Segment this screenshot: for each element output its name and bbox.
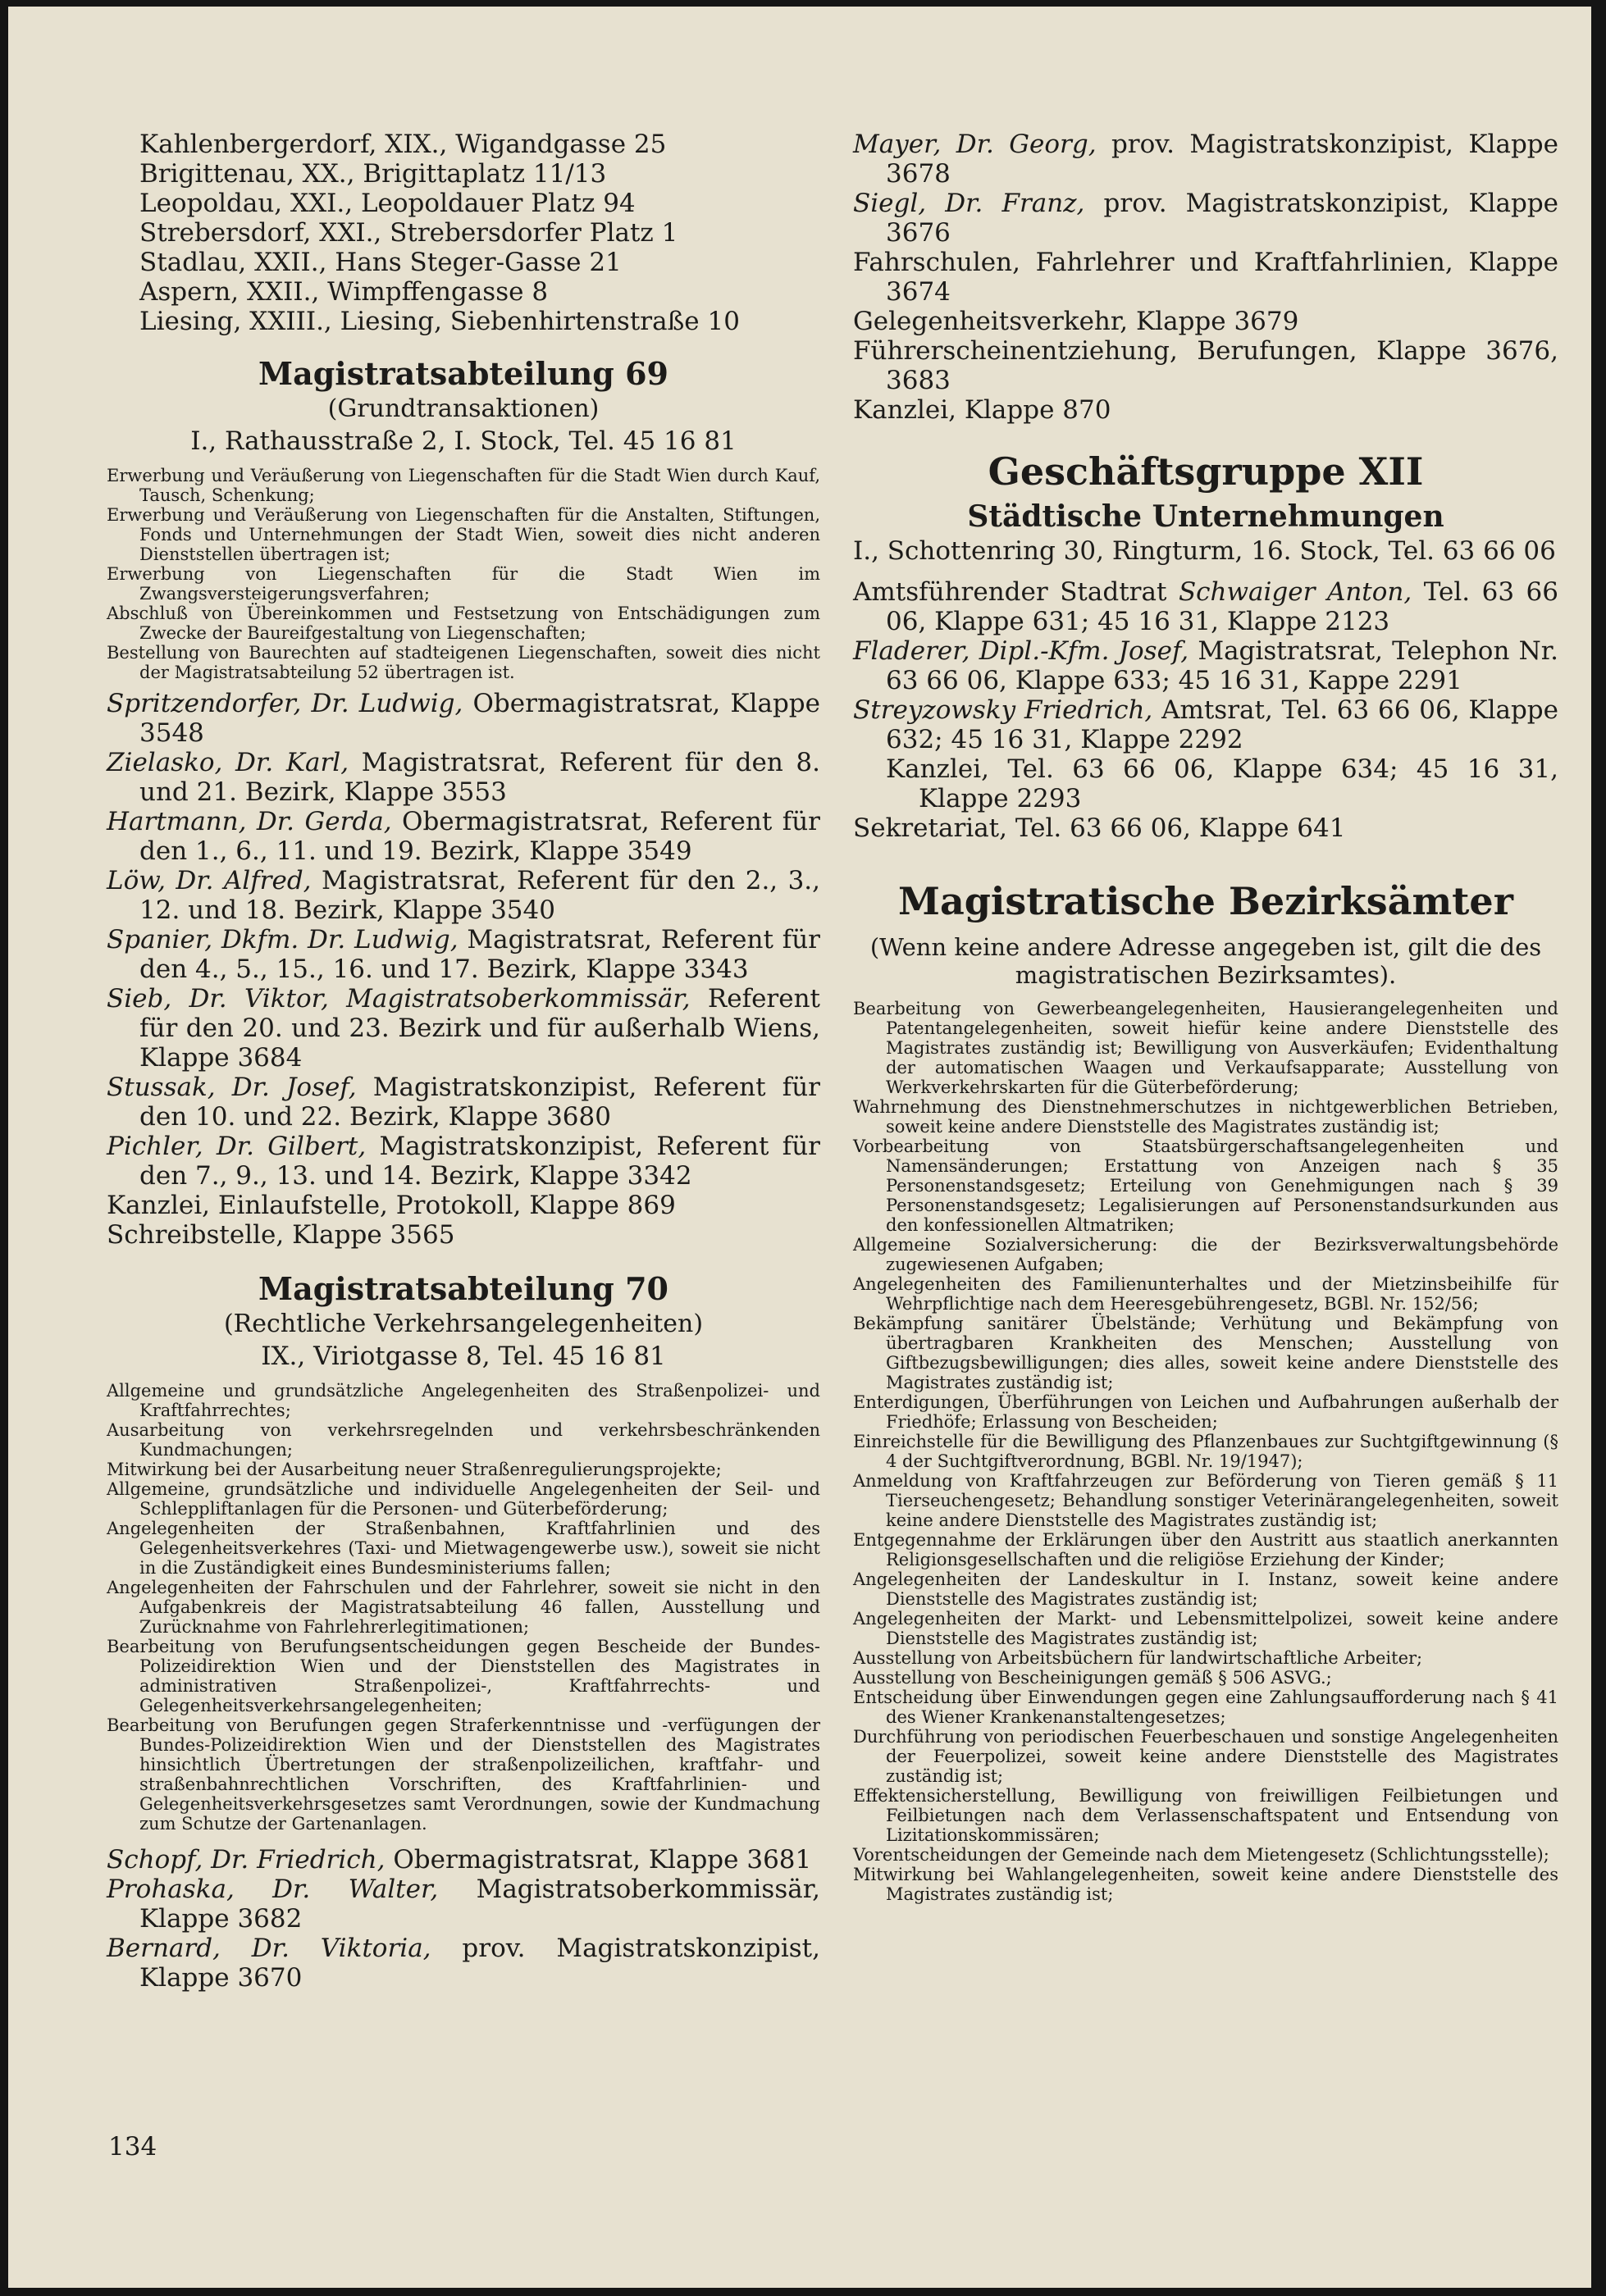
staff-entry [107, 866, 820, 925]
stadtrat-entry [853, 577, 1558, 636]
list-item: Brigittenau, XX., Brigittaplatz 11/13 [139, 159, 607, 189]
duty-item: Allgemeine, grundsätzliche und individuelle Angelegenheiten der Seil- und Schleppliftanlagen für die Personen- und Güterbeförderung; [107, 1479, 820, 1519]
duty-item: Mitwirkung bei Wahlangelegenheiten, soweit keine andere Dienststelle des Magistrates zuständig ist; [853, 1865, 1558, 1904]
staff-entry [107, 925, 820, 984]
ma70-subtitle: (Rechtliche Verkehrsangelegenheiten) [223, 1310, 704, 1338]
staff-name: Sieb, Dr. Viktor, Magistratsoberkommissär, [107, 984, 691, 1014]
staff-entry [107, 984, 820, 1073]
staff-name: Prohaska, Dr. Walter, [107, 1875, 439, 1904]
staff-name: Stussak, Dr. Josef, [107, 1073, 357, 1102]
list-item: Aspern, XXII., Wimpffengasse 8 [139, 277, 549, 307]
bezirksaemter-duties [853, 999, 1558, 1904]
staff-entry [853, 189, 1558, 248]
ma70-staff [107, 1845, 820, 1993]
staff-name: Zielasko, Dr. Karl, [107, 748, 349, 777]
staff-details: Obermagistratsrat, Klappe 3548 [139, 689, 820, 748]
duty-item: Abschluß von Übereinkommen und Festsetzung von Entschädigungen zum Zwecke der Baureifgestaltung von Liegenschaften; [107, 604, 820, 643]
gg12-subtitle: Städtische Unternehmungen [967, 499, 1444, 534]
duty-item: Bearbeitung von Gewerbeangelegenheiten, Hausierangelegenheiten und Patentangelegenheiten, soweit hiefür keine andere Dienststelle des Magistrates zuständig ist; Bewilligung von Ausverkäufen; Evidenthaltung der automatischen Waagen und Verkaufsapparate; Ausstellung von Werkverkehrskarten für die Güterbeförderung; [853, 999, 1558, 1097]
list-item: Liesing, XXIII., Liesing, Siebenhirtenstraße 10 [139, 307, 740, 336]
ma70-address: IX., Viriotgasse 8, Tel. 45 16 81 [261, 1342, 666, 1371]
staff-details: Magistratsrat, Referent für den 8. und 21. Bezirk, Klappe 3553 [139, 748, 821, 807]
staff-details: Referent für den 20. und 23. Bezirk und für außerhalb Wiens, Klappe 3684 [139, 984, 820, 1073]
staff-details: Tel. 63 66 06, Klappe 631; 45 16 31, Klappe 2123 [886, 577, 1559, 636]
staff-entry [853, 636, 1558, 695]
bezirksaemter-note: (Wenn keine andere Adresse angegeben ist, gilt die des magistratischen Bezirksamtes). [869, 933, 1542, 989]
duty-item: Einreichstelle für die Bewilligung des Pflanzenbaues zur Suchtgiftgewinnung (§ 4 der Suchtgiftverordnung, BGBl. Nr. 19/1947); [853, 1432, 1558, 1471]
ma70-duties [107, 1381, 820, 1834]
sekretariat-entry: Sekretariat, Tel. 63 66 06, Klappe 641 [853, 813, 1346, 843]
duty-item: Angelegenheiten der Fahrschulen und der Fahrlehrer, soweit sie nicht in den Aufgabenkreis der Magistratsabteilung 46 fallen, Ausstellung und Zurücknahme von Fahrlehrerlegitimationen; [107, 1578, 820, 1637]
duty-item: Durchführung von periodischen Feuerbeschauen und sonstige Angelegenheiten der Feuerpolizei, soweit keine andere Dienststelle des Magistrates zuständig ist; [853, 1727, 1558, 1786]
staff-name: Schwaiger Anton, [1178, 577, 1412, 607]
duty-item: Ausarbeitung von verkehrsregelnden und verkehrsbeschränkenden Kundmachungen; [107, 1420, 820, 1460]
duty-item: Enterdigungen, Überführungen von Leichen und Aufbahrungen außerhalb der Friedhöfe; Erlassung von Bescheiden; [853, 1392, 1558, 1432]
duty-item: Entgegennahme der Erklärungen über den Austritt aus staatlich anerkannten Religionsgesellschaften und die religiöse Erziehung der Kinder; [853, 1530, 1558, 1569]
staff-entry [107, 1934, 820, 1993]
ma69-duties [107, 466, 820, 682]
gg12-address: I., Schottenring 30, Ringturm, 16. Stock, Tel. 63 66 06 [853, 536, 1556, 566]
staff-entry [853, 130, 1558, 189]
kanzlei-entry: Kanzlei, Tel. 63 66 06, Klappe 634; 45 16 31, Klappe 2293 [886, 754, 1558, 813]
left-column [107, 130, 820, 1993]
staff-details: Obermagistratsrat, Klappe 3681 [385, 1845, 812, 1875]
staff-details: prov. Magistratskonzipist, Klappe 3678 [886, 130, 1558, 189]
district-offices-list [107, 130, 820, 336]
ma69-heading: Magistratsabteilung 69 [258, 355, 668, 392]
staff-entry [107, 689, 820, 748]
gg12-staff [853, 577, 1558, 843]
staff-name: Hartmann, Dr. Gerda, [107, 807, 392, 836]
duty-item: Vorentscheidungen der Gemeinde nach dem Mietengesetz (Schlichtungsstelle); [853, 1845, 1549, 1865]
list-item: Kahlenbergerdorf, XIX., Wigandgasse 25 [139, 130, 667, 159]
ma70-continued [853, 130, 1558, 425]
staff-entry [107, 1132, 820, 1191]
staff-entry [107, 807, 820, 866]
duty-item: Effektensicherstellung, Bewilligung von freiwilligen Feilbietungen und Feilbietungen nach dem Verlassenschaftspatent und Entsendung von Lizitationskommissären; [853, 1786, 1558, 1845]
duty-item: Erwerbung und Veräußerung von Liegenschaften für die Anstalten, Stiftungen, Fonds und Unternehmungen der Stadt Wien, soweit dies nicht anderen Dienststellen übertragen ist; [107, 505, 820, 564]
duty-item: Angelegenheiten des Familienunterhaltes und der Mietzinsbeihilfe für Wehrpflichtige nach dem Heeresgebührengesetz, BGBl. Nr. 152/56; [853, 1274, 1558, 1314]
staff-details: Magistratsrat, Telephon Nr. 63 66 06, Klappe 633; 45 16 31, Kappe 2291 [886, 636, 1558, 695]
page-number: 134 [108, 2132, 157, 2162]
duty-item: Angelegenheiten der Markt- und Lebensmittelpolizei, soweit keine andere Dienststelle des Magistrates zuständig ist; [853, 1609, 1558, 1648]
ma69-subtitle: (Grundtransaktionen) [327, 394, 600, 423]
duty-item: Mitwirkung bei der Ausarbeitung neuer Straßenregulierungsprojekte; [107, 1460, 722, 1479]
staff-details: Obermagistratsrat, Referent für den 1., 6., 11. und 19. Bezirk, Klappe 3549 [139, 807, 820, 866]
staff-name: Spanier, Dkfm. Dr. Ludwig, [107, 925, 459, 954]
schreibstelle-entry: Schreibstelle, Klappe 3565 [107, 1220, 455, 1250]
duty-item: Erwerbung von Liegenschaften für die Stadt Wien im Zwangsversteigerungsverfahren; [107, 564, 820, 604]
staff-details: Amtsrat, Tel. 63 66 06, Klappe 632; 45 16 31, Klappe 2292 [886, 695, 1558, 754]
staff-details: prov. Magistratskonzipist, Klappe 3670 [139, 1934, 820, 1993]
staff-name: Mayer, Dr. Georg, [853, 130, 1097, 159]
right-column [853, 130, 1558, 1904]
duty-item: Bearbeitung von Berufungen gegen Straferkenntnisse und -verfügungen der Bundes-Polizeidirektion Wien und der Dienststellen des Magistrates hinsichtlich Übertretungen der straßenpolizeilichen, kraftfahr- und straßenbahnrechtlichen Vorschriften, des Kraftfahrlinien- und Gelegenheitsverkehrsgesetzes samt Verordnungen, sowie der Kundmachung zum Schutze der Gartenanlagen. [107, 1715, 820, 1834]
staff-details: Magistratsrat, Referent für den 2., 3., 12. und 18. Bezirk, Klappe 3540 [139, 866, 820, 925]
duty-item: Allgemeine Sozialversicherung: die der Bezirksverwaltungsbehörde zugewiesenen Aufgaben; [853, 1235, 1558, 1274]
kanzlei-entry: Kanzlei, Einlaufstelle, Protokoll, Klappe 869 [107, 1191, 676, 1220]
duty-item: Erwerbung und Veräußerung von Liegenschaften für die Stadt Wien durch Kauf, Tausch, Schenkung; [107, 466, 820, 505]
duty-item: Anmeldung von Kraftfahrzeugen zur Beförderung von Tieren gemäß § 11 Tierseuchengesetz; Behandlung sonstiger Veterinärangelegenheiten, soweit keine andere Dienststelle des Magistrates zuständig ist; [853, 1471, 1558, 1530]
gg12-heading: Geschäftsgruppe XII [988, 449, 1424, 494]
duty-item: Vorbearbeitung von Staatsbürgerschaftsangelegenheiten und Namensänderungen; Erstattung von Anzeigen nach § 35 Personenstandsgesetz; Erteilung von Genehmigungen nach § 39 Personenstandsgesetz; Legalisierungen auf Personenstandsurkunden aus den konfessionellen Altmatriken; [853, 1137, 1558, 1235]
ma70-heading: Magistratsabteilung 70 [258, 1270, 668, 1307]
staff-entry [853, 695, 1558, 754]
stadtrat-prefix: Amtsführender Stadtrat [853, 577, 1179, 607]
staff-name: Spritzendorfer, Dr. Ludwig, [107, 689, 463, 718]
staff-entry [107, 748, 820, 807]
list-item: Leopoldau, XXI., Leopoldauer Platz 94 [139, 189, 636, 218]
ma69-address: I., Rathausstraße 2, I. Stock, Tel. 45 16 81 [190, 426, 737, 456]
staff-name: Fladerer, Dipl.-Kfm. Josef, [853, 636, 1189, 666]
staff-name: Schopf, Dr. Friedrich, [107, 1845, 386, 1875]
office-line: Kanzlei, Klappe 870 [853, 395, 1111, 425]
staff-name: Pichler, Dr. Gilbert, [107, 1132, 367, 1161]
staff-entry [107, 1073, 820, 1132]
staff-name: Bernard, Dr. Viktoria, [107, 1934, 431, 1963]
duty-item: Allgemeine und grundsätzliche Angelegenheiten des Straßenpolizei- und Kraftfahrrechtes; [107, 1381, 820, 1420]
duty-item: Ausstellung von Arbeitsbüchern für landwirtschaftliche Arbeiter; [853, 1648, 1423, 1668]
page [8, 7, 1591, 2288]
staff-entry [107, 1845, 820, 1875]
staff-details: Magistratsrat, Referent für den 4., 5., 15., 16. und 17. Bezirk, Klappe 3343 [139, 925, 820, 984]
staff-details: Magistratskonzipist, Referent für den 7., 9., 13. und 14. Bezirk, Klappe 3342 [139, 1132, 820, 1191]
duty-item: Bearbeitung von Berufungsentscheidungen gegen Bescheide der Bundes-Polizeidirektion Wien und der Dienststellen des Magistrates in administrativen Straßenpolizei-, Kraftfahrrechts- und Gelegenheitsverkehrsangelegenheiten; [107, 1637, 820, 1715]
duty-item: Angelegenheiten der Straßenbahnen, Kraftfahrlinien und des Gelegenheitsverkehres (Taxi- und Mietwagengewerbe usw.), soweit sie nicht in die Zuständigkeit eines Bundesministeriums fallen; [107, 1519, 820, 1578]
office-line: Führerscheinentziehung, Berufungen, Klappe 3676, 3683 [853, 336, 1558, 395]
duty-item: Wahrnehmung des Dienstnehmerschutzes in nichtgewerblichen Betrieben, soweit keine andere Dienststelle des Magistrates zuständig ist; [853, 1097, 1558, 1137]
staff-details: Magistratskonzipist, Referent für den 10. und 22. Bezirk, Klappe 3680 [139, 1073, 820, 1132]
duty-item: Bekämpfung sanitärer Übelstände; Verhütung und Bekämpfung von übertragbaren Krankheiten des Menschen; Ausstellung von Giftbezugsbewilligungen; dies alles, soweit keine andere Dienststelle des Magistrates zuständig ist; [853, 1314, 1558, 1392]
duty-item: Angelegenheiten der Landeskultur in I. Instanz, soweit keine andere Dienststelle des Magistrates zuständig ist; [853, 1569, 1558, 1609]
duty-item: Entscheidung über Einwendungen gegen eine Zahlungsaufforderung nach § 41 des Wiener Krankenanstaltengesetzes; [853, 1688, 1558, 1727]
staff-name: Löw, Dr. Alfred, [107, 866, 312, 895]
office-line: Fahrschulen, Fahrlehrer und Kraftfahrlinien, Klappe 3674 [853, 248, 1558, 307]
staff-name: Siegl, Dr. Franz, [853, 189, 1085, 218]
staff-details: Magistratsoberkommissär, Klappe 3682 [139, 1875, 820, 1934]
bezirksaemter-heading: Magistratische Bezirksämter [898, 879, 1513, 923]
duty-item: Ausstellung von Bescheinigungen gemäß § 506 ASVG.; [853, 1668, 1332, 1688]
staff-name: Streyzowsky Friedrich, [853, 695, 1153, 725]
staff-details: prov. Magistratskonzipist, Klappe 3676 [886, 189, 1559, 248]
list-item: Stadlau, XXII., Hans Steger-Gasse 21 [139, 248, 622, 277]
duty-item: Bestellung von Baurechten auf stadteigenen Liegenschaften, soweit dies nicht der Magistratsabteilung 52 übertragen ist. [107, 643, 820, 682]
list-item: Strebersdorf, XXI., Strebersdorfer Platz 1 [139, 218, 678, 248]
office-line: Gelegenheitsverkehr, Klappe 3679 [853, 307, 1299, 336]
ma69-staff [107, 689, 820, 1250]
staff-entry [107, 1875, 820, 1934]
